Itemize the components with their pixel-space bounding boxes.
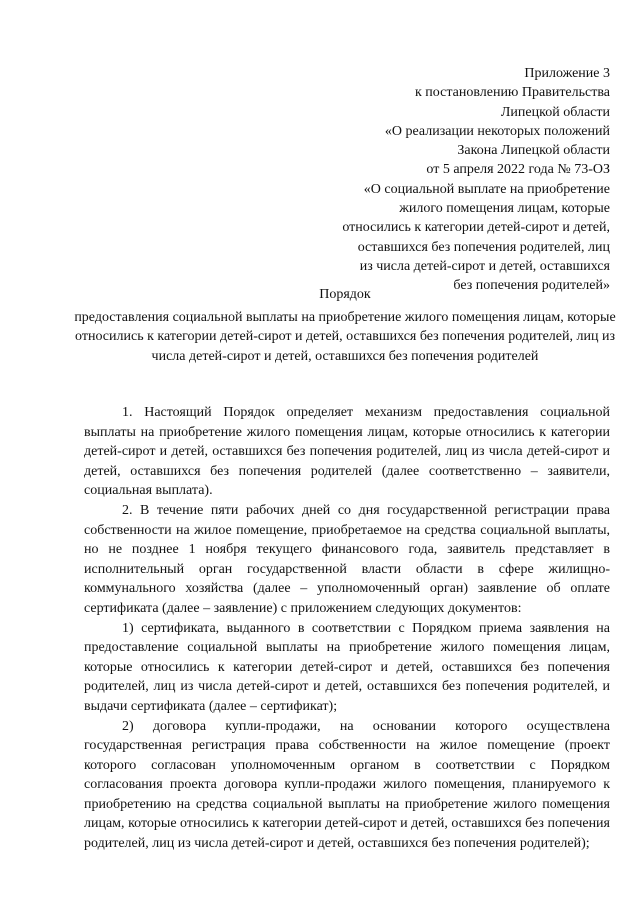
paragraph: 2) договора купли-продажи, на основании которого осуществлена государственная регистрация права собственности на жилое помещение (проект которого согласован уполномоченным органом в соответствии с Порядком согласования проекта договора купли-продажи жилого помещения, планируемого к приобретению на средства социальной выплаты на приобретение жилого помещения лицам, которые относились к категории детей-сирот и детей, оставшихся без попечения родителей, лиц из числа детей-сирот и детей, оставшихся без попечения родителей); (84, 718, 610, 852)
paragraph: 1) сертификата, выданного в соответствии с Порядком приема заявления на предоставление социальной выплаты на приобретение жилого помещения лицам, которые относились к категории детей-сирот и детей, оставшихся без попечения родителей, лиц из числа детей-сирот и детей, оставшихся без попечения родителей, и выдачи сертификата (далее – сертификат); (84, 620, 610, 714)
appendix-line: от 5 апреля 2022 года № 73-ОЗ (426, 162, 610, 178)
appendix-line: «О социальной выплате на приобретение (363, 181, 610, 197)
appendix-line: «О реализации некоторых положений (384, 123, 610, 139)
appendix-line: Закона Липецкой области (457, 143, 610, 159)
paragraph: 1. Настоящий Порядок определяет механизм предоставления социальной выплаты на приобретение жилого помещения лицам, которые относились к категории детей-сирот и детей, оставшихся без попечения родителей, лиц из числа детей-сирот и детей, оставшихся без попечения родителей (далее соответственно – заявители, социальная выплата). (84, 405, 610, 499)
document-title (60, 285, 630, 366)
appendix-line: Липецкой области (500, 104, 610, 120)
appendix-line: из числа детей-сирот и детей, оставшихся (359, 258, 610, 274)
title-heading: Порядок (319, 287, 371, 302)
appendix-line: без попечения родителей» (453, 278, 610, 294)
appendix-line: относились к категории детей-сирот и детей, (342, 220, 610, 236)
appendix-header (270, 64, 610, 296)
appendix-line: Приложение 3 (524, 66, 610, 81)
document-body (84, 403, 610, 854)
title-subtitle: предоставления социальной выплаты на приобретение жилого помещения лицам, которые относились к категории детей-сирот и детей, оставшихся без попечения родителей, лиц из числа детей-сирот и детей, оставшихся без попечения родителей (74, 309, 616, 364)
appendix-line: жилого помещения лицам, которые (399, 201, 610, 217)
appendix-line: к постановлению Правительства (414, 85, 610, 101)
appendix-line: оставшихся без попечения родителей, лиц (357, 239, 610, 255)
paragraph: 2. В течение пяти рабочих дней со дня государственной регистрации права собственности на жилое помещение, приобретаемое на средства социальной выплаты, но не позднее 1 ноября текущего финансового года, заявитель представляет в исполнительный орган государственной власти области в сфере жилищно-коммунального хозяйства (далее – уполномоченный орган) заявление об оплате сертификата (далее – заявление) с приложением следующих документов: (84, 502, 610, 616)
